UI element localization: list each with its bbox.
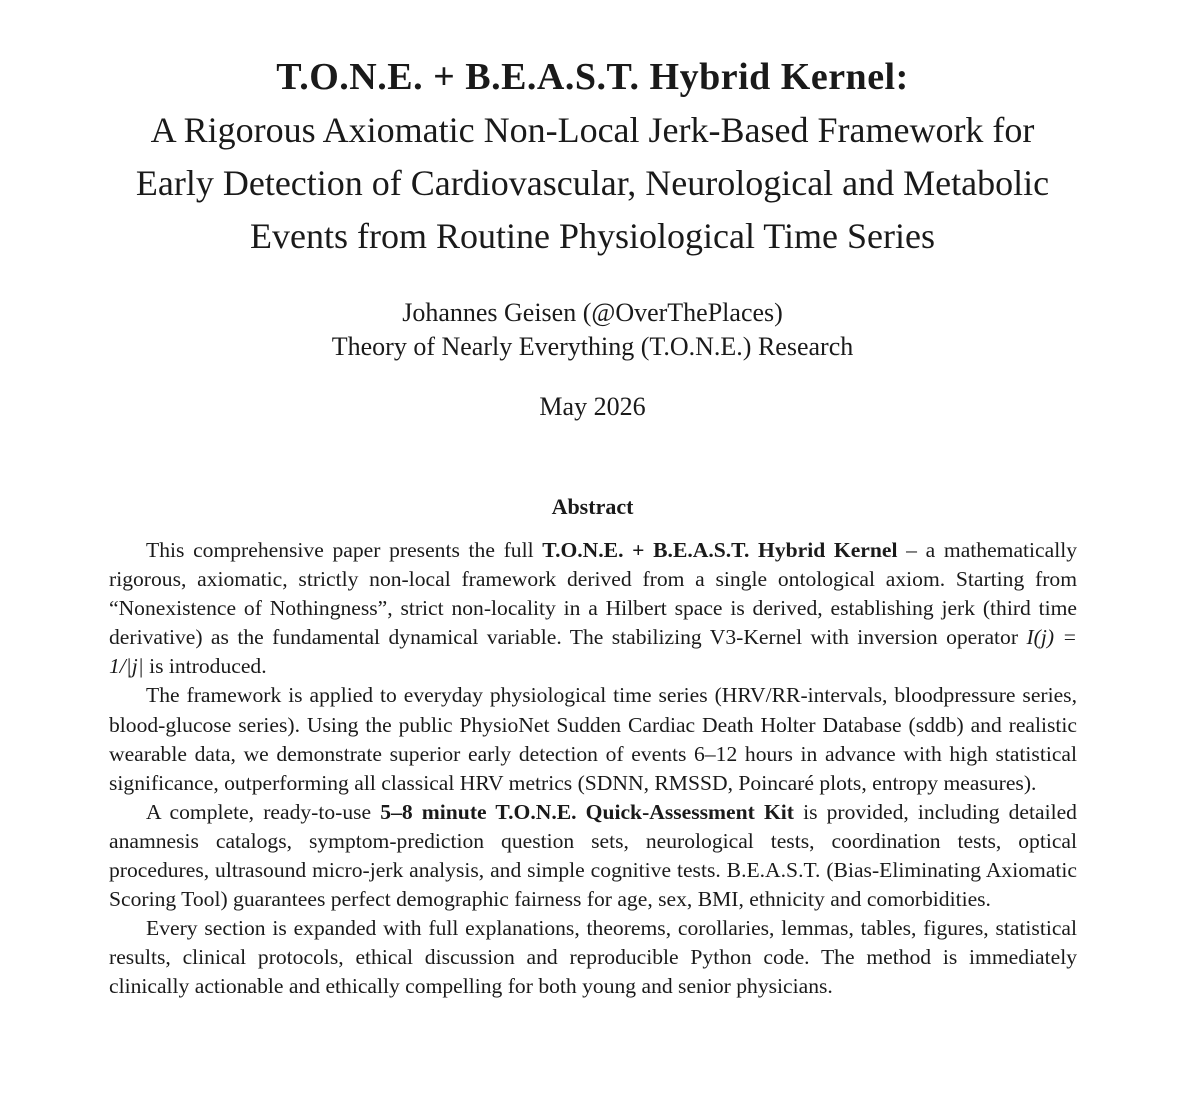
author-block [0,296,1185,364]
abstract-p3-text-end: is provided, including detailed anamnesis catalogs, symptom-prediction question sets, neurological tests, coordination tests, optical procedures, ultrasound micro-jerk analysis, and simple cognitive tests. B.E.A.S.T. (Bias-Eliminating Axiomatic Scoring Tool) guarantees perfect demographic fairness for age, sex, BMI, ethnicity and comorbidities. [109,799,1077,912]
author-name: Johannes Geisen (@OverThePlaces) [402,298,783,327]
abstract-paragraph-2: The framework is applied to everyday physiological time series (HRV/RR-intervals, bloodpressure series, blood-glucose series). Using the public PhysioNet Sudden Cardiac Death Holter Database (sddb) and realistic wearable data, we demonstrate superior early detection of events 6–12 hours in advance with high statistical significance, outperforming all classical HRV metrics (SDNN, RMSSD, Poincaré plots, entropy measures). [109,683,1077,795]
paper-title [40,50,1145,263]
abstract-p3-bold-term: 5–8 minute T.O.N.E. Quick-Assessment Kit [380,799,794,824]
abstract-heading: Abstract [551,494,634,519]
abstract-paragraph-4: Every section is expanded with full explanations, theorems, corollaries, lemmas, tables, figures, statistical results, clinical protocols, ethical discussion and reproducible Python code. The method is immediately clinically actionable and ethically compelling for both young and senior physicians. [109,916,1077,999]
abstract-p1-bold-term: T.O.N.E. + B.E.A.S.T. Hybrid Kernel [542,538,898,562]
abstract-paragraph-1 [109,536,1077,681]
abstract-p1-text-end: is introduced. [143,654,267,679]
abstract-paragraph-3 [109,798,1077,914]
abstract-p1-text-start: This comprehensive paper presents the full [146,538,543,562]
title-main: T.O.N.E. + B.E.A.S.T. Hybrid Kernel: [276,56,909,98]
title-subtitle-line-1: A Rigorous Axiomatic Non-Local Jerk-Based Framework for [150,110,1035,150]
abstract-p3-text-start: A complete, ready-to-use [146,799,381,824]
title-subtitle-line-3: Events from Routine Physiological Time Series [250,216,935,256]
abstract-p1-text-middle: – a mathematically rigorous, axiomatic, strictly non-local framework derived from a single ontological axiom. Starting from “Nonexistence of Nothingness”, strict non-locality in a Hilbert space is derived, establishing jerk (third time derivative) as the fundamental dynamical variable. The stabilizing V3-Kernel with inversion operator [109,538,1078,650]
publication-date: May 2026 [539,392,646,421]
inversion-operator-formula: I(j) = 1/|j| [109,625,1077,679]
abstract-body [109,536,1077,1002]
author-affiliation: Theory of Nearly Everything (T.O.N.E.) Research [331,332,854,361]
title-subtitle-line-2: Early Detection of Cardiovascular, Neurological and Metabolic [135,163,1050,203]
